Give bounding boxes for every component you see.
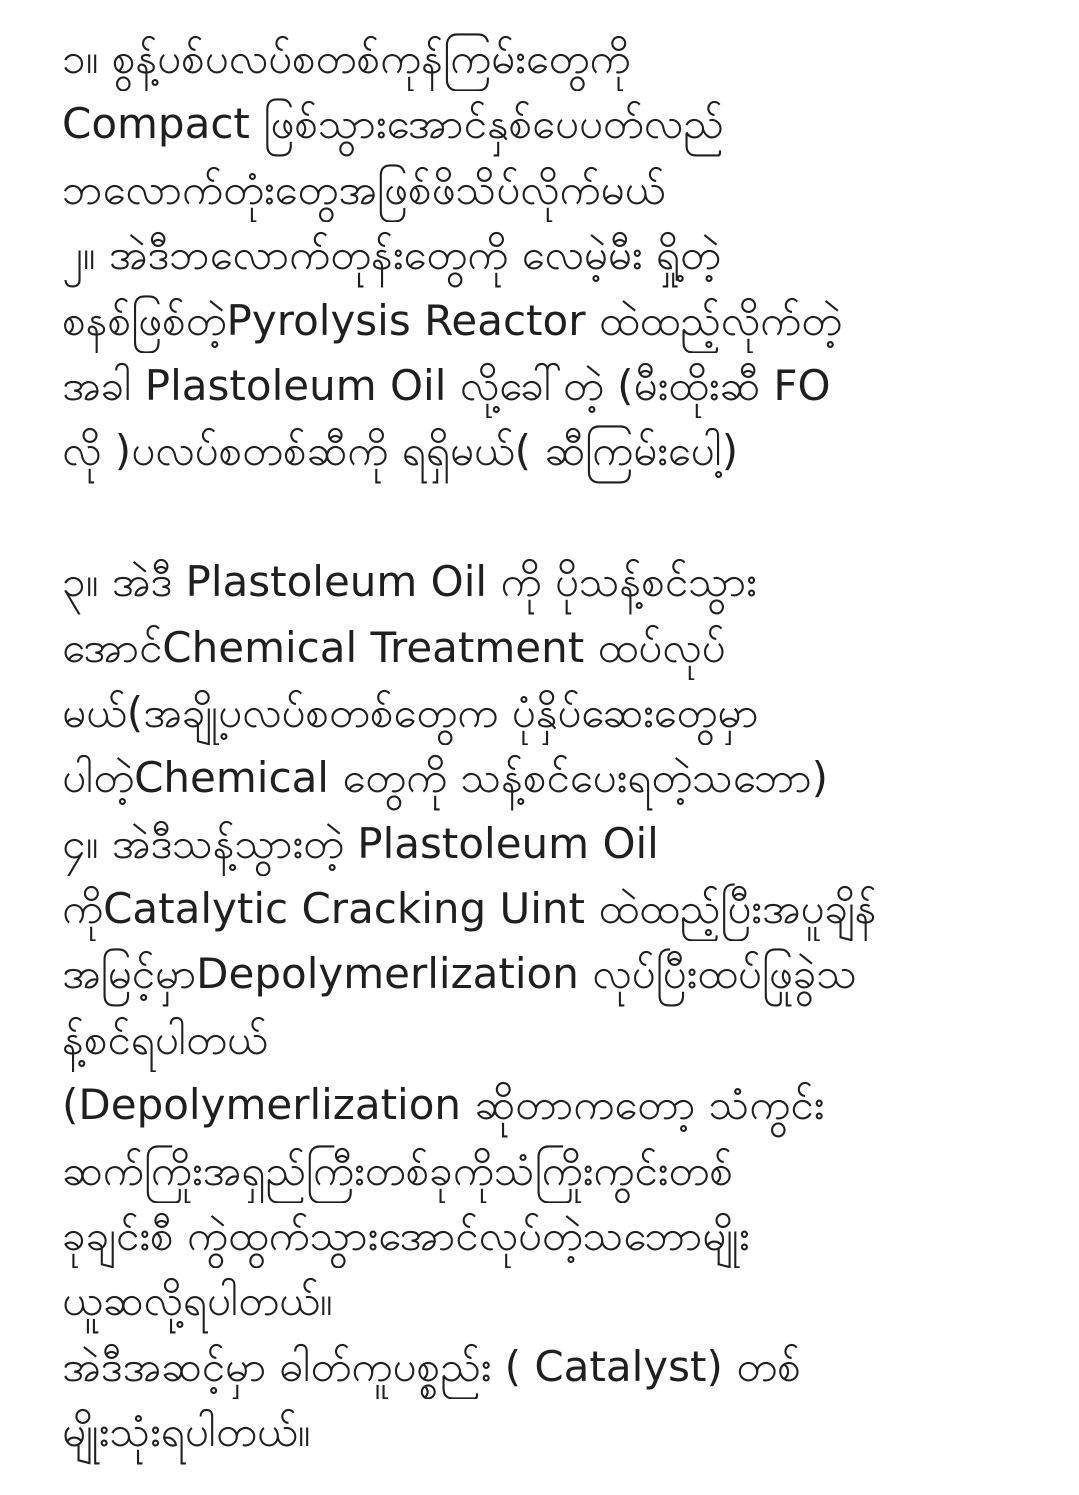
- text-line: န့်စင်ရပါတယ်: [62, 1014, 268, 1064]
- text-line: စနစ်ဖြစ်တဲ့Pyrolysis Reactor ထဲထည့်လိုက်တဲ့: [62, 295, 843, 345]
- text-line: ၂။ အဲဒီဘလောက်တုန်းတွေကို လေမဲ့မီး ရှို့တဲ့: [62, 230, 721, 280]
- text-line: မျိုးသုံးရပါတယ်။: [62, 1407, 311, 1457]
- text-line: အမြင့်မှာDepolymerlization လုပ်ပြီးထပ်ဖြုခွဲသ: [62, 949, 858, 999]
- paragraph-gap: [62, 484, 1052, 549]
- text-line: ဆက်ကြိုးအရှည်ကြီးတစ်ခုကိုသံကြိုးကွင်းတစ်: [62, 1145, 733, 1195]
- document-body: [62, 26, 1052, 1465]
- text-line: Compact ဖြစ်သွားအောင်နှစ်ပေပတ်လည်: [62, 99, 724, 149]
- text-line: အခါ Plastoleum Oil လို့ခေါ်တဲ့ (မီးထိုးဆီ FO: [62, 360, 831, 410]
- text-line: ဘလောက်တုံးတွေအဖြစ်ဖိသိပ်လိုက်မယ်: [62, 164, 666, 214]
- text-line: ခုချင်းစီ ကွဲထွက်သွားအောင်လုပ်တဲ့သဘောမျိုး: [62, 1211, 750, 1261]
- text-line: ၃။ အဲဒီ Plastoleum Oil ကို ပိုသန့်စင်သွား: [62, 557, 757, 607]
- text-line: မယ်(အချို့ပလပ်စတစ်တွေက ပုံနှိပ်ဆေးတွေမှာ: [62, 687, 759, 737]
- text-line: ၁။ စွန့်ပစ်ပလပ်စတစ်ကုန်ကြမ်းတွေကို: [62, 34, 631, 83]
- text-line: ယူဆလို့ရပါတယ်။: [62, 1276, 333, 1326]
- text-line: ပါတဲ့Chemical တွေကို သန့်စင်ပေးရတဲ့သဘော): [62, 753, 829, 803]
- text-line: ကိုCatalytic Cracking Uint ထဲထည့်ပြီးအပူချိန်: [62, 884, 877, 934]
- text-line: လို )ပလပ်စတစ်ဆီကို ရရှိမယ်( ဆီကြမ်းပေါ့): [62, 426, 739, 476]
- text-line: အောင်Chemical Treatment ထပ်လုပ်: [62, 622, 726, 672]
- text-line: ၄။ အဲဒီသန့်သွားတဲ့ Plastoleum Oil: [62, 818, 659, 868]
- text-line: (Depolymerlization ဆိုတာကတော့ သံကွင်း: [62, 1080, 825, 1130]
- text-line: အဲဒီအဆင့်မှာ ဓါတ်ကူပစ္စည်း ( Catalyst) တစ်: [62, 1341, 801, 1391]
